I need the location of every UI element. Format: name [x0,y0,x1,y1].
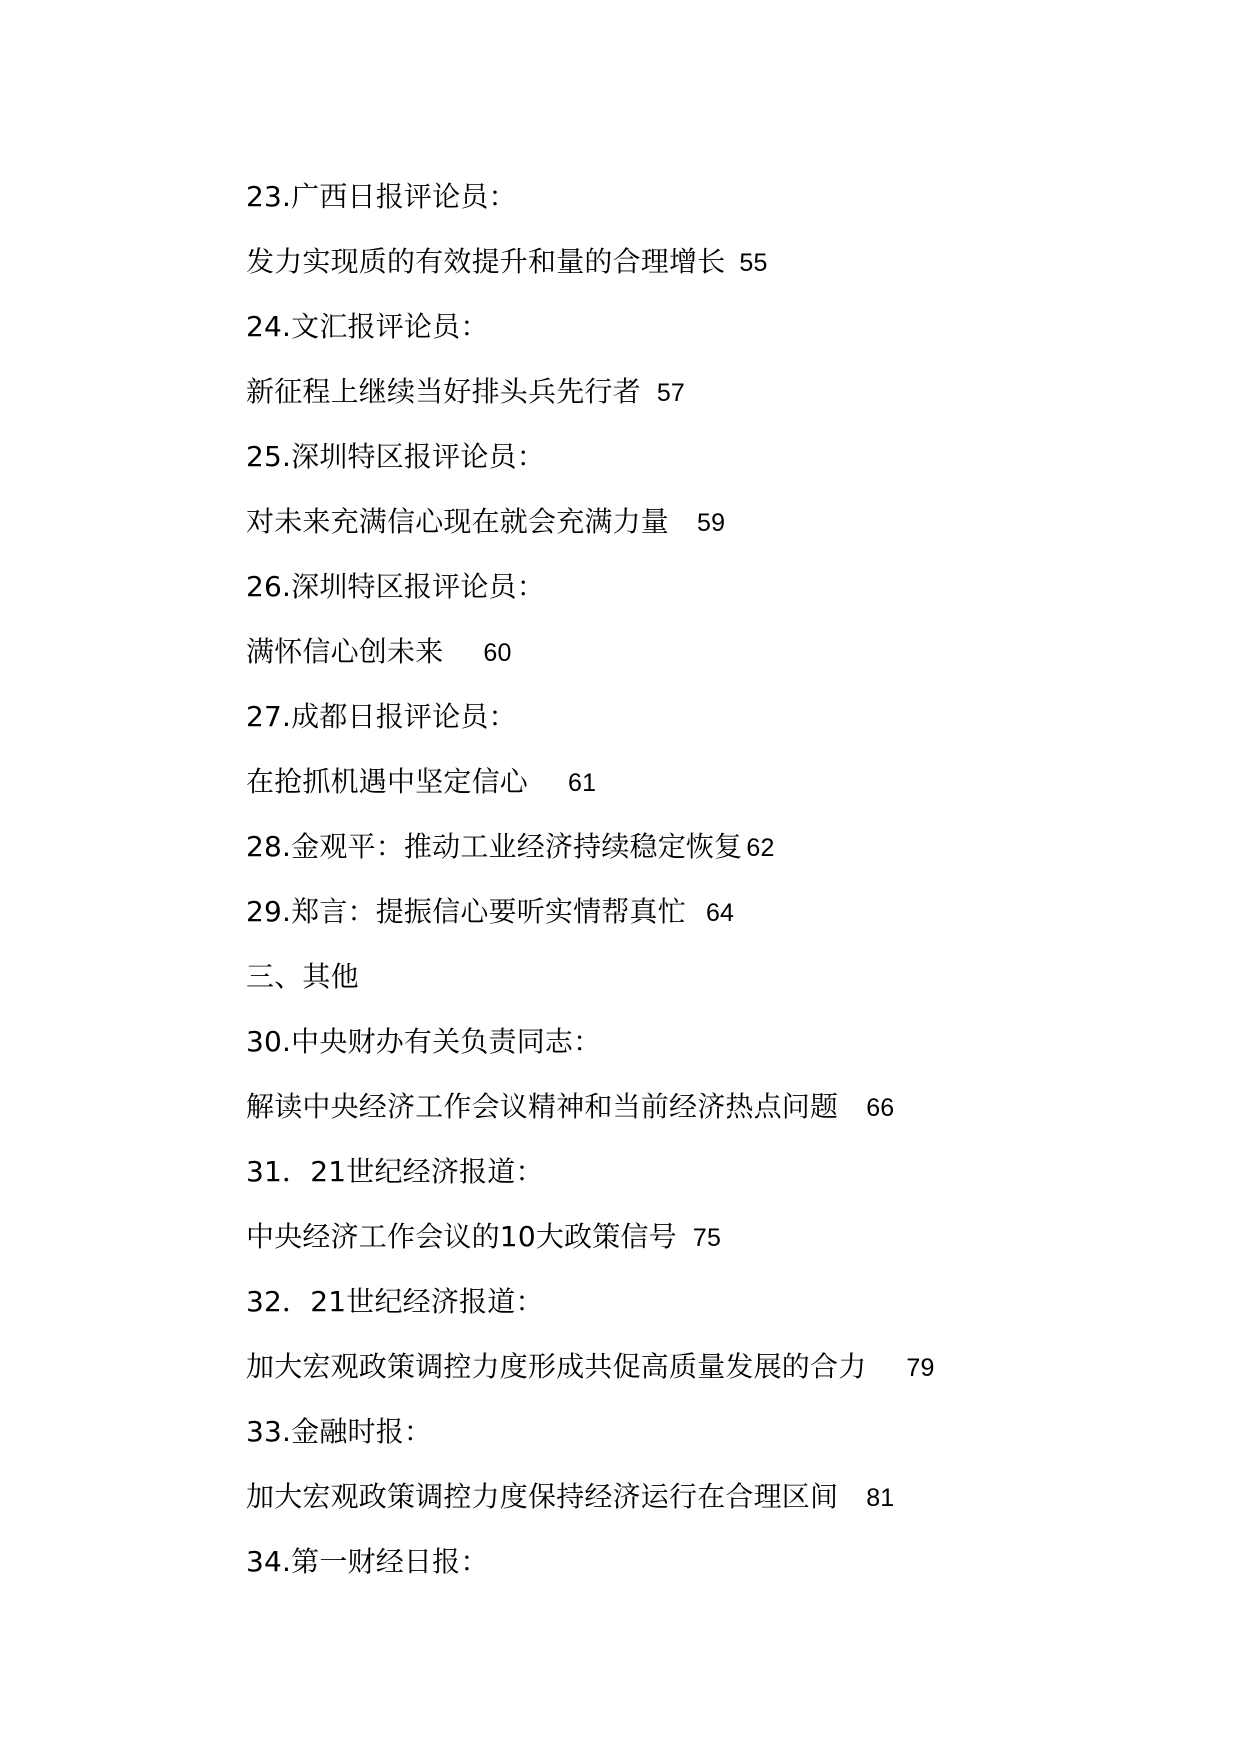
toc-heading [246,1012,1186,1077]
toc-heading [246,1272,1186,1337]
toc-page-number: 59 [697,509,726,537]
toc-entry [246,817,1186,882]
toc-entry-title: 中央经济工作会议的10大政策信号 [246,1220,677,1253]
toc-page-number: 60 [483,639,512,667]
toc-entry [246,622,1186,687]
toc-heading-text: 33.金融时报： [246,1415,433,1448]
toc-page-number: 62 [746,834,775,862]
toc-page-number: 75 [692,1224,722,1252]
toc-entry [246,1467,1186,1532]
toc-entry-title: 加大宏观政策调控力度形成共促高质量发展的合力 [246,1350,867,1383]
toc-entry-title: 29.郑言：提振信心要听实情帮真忙 [246,895,686,928]
toc-entry-title: 对未来充满信心现在就会充满力量 [246,505,670,538]
toc-heading [246,1142,1186,1207]
toc-heading-text: 23.广西日报评论员： [246,180,517,213]
toc-entry [246,362,1186,427]
toc-entry [246,232,1186,297]
toc-heading [246,427,1186,492]
toc-page-number: 79 [906,1354,935,1382]
toc-page-number: 55 [739,249,768,277]
toc-entry-title: 28.金观平：推动工业经济持续稳定恢复 [246,830,743,863]
toc-heading [246,687,1186,752]
toc-heading [246,557,1186,622]
toc-entry-title: 加大宏观政策调控力度保持经济运行在合理区间 [246,1480,839,1513]
toc-page-number: 61 [568,769,597,797]
toc-heading-text: 24.文汇报评论员： [246,310,489,343]
toc-page-number: 64 [705,899,735,927]
toc-heading-text: 34.第一财经日报： [246,1545,489,1578]
toc-entry-title: 发力实现质的有效提升和量的合理增长 [246,245,726,278]
toc-section-heading [246,947,1186,1012]
toc-heading-text: 25.深圳特区报评论员： [246,440,545,473]
toc-heading-text: 32．21世纪经济报道： [246,1285,544,1318]
table-of-contents [246,167,1186,1597]
toc-page-number: 57 [656,379,686,407]
toc-entry [246,1077,1186,1142]
toc-heading [246,297,1186,362]
toc-entry-title: 在抢抓机遇中坚定信心 [246,765,529,798]
toc-entry-title: 满怀信心创未来 [246,635,444,668]
toc-entry [246,1337,1186,1402]
toc-entry [246,752,1186,817]
toc-heading-text: 30.中央财办有关负责同志： [246,1025,602,1058]
toc-heading [246,1532,1186,1597]
toc-entry [246,492,1186,557]
toc-entry [246,882,1186,947]
toc-page-number: 66 [866,1094,895,1122]
toc-heading [246,167,1186,232]
toc-heading [246,1402,1186,1467]
toc-entry [246,1207,1186,1272]
toc-heading-text: 26.深圳特区报评论员： [246,570,545,603]
toc-entry-title: 解读中央经济工作会议精神和当前经济热点问题 [246,1090,839,1123]
toc-page-number: 81 [866,1484,895,1512]
toc-heading-text: 31．21世纪经济报道： [246,1155,544,1188]
toc-heading-text: 27.成都日报评论员： [246,700,517,733]
section-title: 三、其他 [246,960,359,993]
toc-entry-title: 新征程上继续当好排头兵先行者 [246,375,641,408]
